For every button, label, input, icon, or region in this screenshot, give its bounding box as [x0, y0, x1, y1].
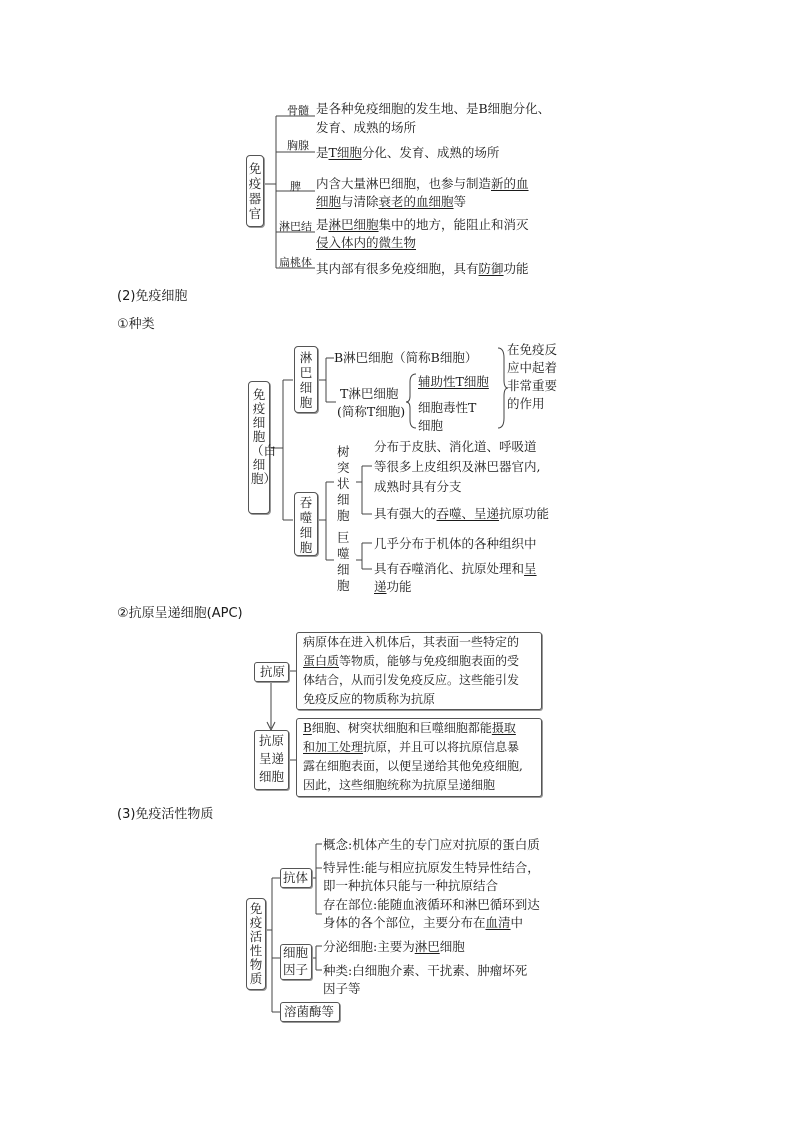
bone-marrow-desc-2: 发育、成熟的场所	[316, 120, 417, 135]
thymus-desc: 是T细胞分化、发育、成熟的场所	[316, 145, 500, 160]
cytokine-types-2: 因子等	[323, 981, 361, 996]
dendritic-function: 具有强大的吞噬、呈递抗原功能	[374, 506, 550, 521]
heading-active-substances: (3)免疫活性物质	[117, 807, 214, 822]
dendritic-dist-2: 等很多上皮组织及淋巴器官内,	[374, 459, 541, 474]
lysozyme-label: 溶菌酶等	[284, 1004, 335, 1019]
antibody-specificity-2: 即一种抗体只能与一种抗原结合	[323, 878, 499, 893]
antigen-desc: 病原体在进入机体后，其表面一些特定的 蛋白质等物质，能够与免疫细胞表面的受 体结合，从而引发免疫反应。这些能引发 免疫反应的物质称为抗原	[303, 635, 520, 706]
heading-apc: ②抗原呈递细胞(APC)	[117, 606, 243, 621]
macrophage-label: 巨噬细胞	[337, 530, 350, 593]
active-substances-label: 免疫活性物质	[249, 901, 263, 986]
antibody-box	[280, 868, 312, 888]
dendritic-dist-3: 成熟时具有分支	[374, 479, 462, 494]
cytokine-label: 细胞因子	[283, 945, 309, 977]
spleen-desc-1: 内含大量淋巴细胞，也参与制造新的血	[316, 176, 529, 191]
lymphocyte-label: 淋巴细胞	[299, 350, 313, 410]
cytokine-box	[280, 944, 312, 980]
t-cell-label-2: (简称T细胞)	[337, 404, 406, 419]
phagocyte-box	[294, 492, 318, 556]
immune-organs-box	[246, 155, 264, 227]
antibody-location-2: 身体的各个部位，主要分布在血清中	[323, 915, 524, 930]
cytokine-source: 分泌细胞:主要为淋巴细胞	[323, 939, 465, 954]
apc-desc: B细胞、树突状细胞和巨噬细胞都能摄取 和加工处理抗原，并且可以将抗原信息暴 露在细胞表面，以便呈递给其他免疫细胞, 因此，这些细胞统称为抗原呈递细胞	[303, 721, 523, 792]
organ-thymus: 胸腺	[287, 139, 309, 152]
lysozyme-box	[280, 1002, 340, 1022]
t-cell-label-1: T淋巴细胞	[340, 386, 399, 401]
cytokine-types-1: 种类:白细胞介素、干扰素、肿瘤坏死	[323, 963, 528, 978]
antibody-label: 抗体	[283, 870, 309, 885]
organ-spleen: 脾	[290, 180, 301, 193]
lymphocyte-box	[294, 346, 318, 413]
helper-t-cell-label: 辅助性T细胞	[418, 374, 489, 389]
organ-lymph-node: 淋巴结	[279, 220, 312, 233]
phagocyte-label: 吞噬细胞	[299, 495, 313, 555]
immune-cells-label: 免疫细胞（白细胞）	[251, 387, 277, 486]
heading-immune-cells: (2)免疫细胞	[117, 289, 188, 304]
organ-tonsil: 扁桃体	[279, 256, 312, 269]
tonsil-desc: 其内部有很多免疫细胞，具有防御功能	[316, 261, 529, 276]
organ-bone-marrow: 骨髓	[287, 104, 309, 117]
antibody-location-1: 存在部位:能随血液循环和淋巴循环到达	[323, 897, 540, 912]
lymphocyte-role: 在免疫反应中起着非常重要的作用	[507, 342, 558, 411]
macrophage-function-2: 递功能	[374, 579, 412, 594]
antibody-concept: 概念:机体产生的专门应对抗原的蛋白质	[323, 837, 540, 852]
active-substances-box	[246, 898, 266, 990]
macrophage-function-1: 具有吞噬消化、抗原处理和呈	[374, 561, 537, 576]
spleen-desc-2: 细胞与清除衰老的血细胞等	[316, 194, 467, 209]
apc-label-box	[254, 730, 289, 790]
antigen-box	[254, 662, 289, 682]
immune-organs-label: 免疫器官	[248, 161, 262, 221]
antigen-desc-box	[296, 632, 542, 710]
killer-t-cell-label-2: 细胞	[418, 418, 444, 433]
antibody-specificity-1: 特异性:能与相应抗原发生特异性结合，	[323, 860, 540, 875]
dendritic-cell-label: 树突状细胞	[337, 444, 350, 523]
apc-label: 抗原呈递细胞	[259, 733, 285, 784]
killer-t-cell-label-1: 细胞毒性T	[418, 400, 477, 415]
antigen-label: 抗原	[260, 664, 286, 679]
heading-kinds: ①种类	[117, 317, 155, 332]
apc-desc-box	[296, 718, 542, 797]
dendritic-dist-1: 分布于皮肤、消化道、呼吸道	[374, 439, 537, 454]
bone-marrow-desc-1: 是各种免疫细胞的发生地、是B细胞分化、	[316, 101, 551, 116]
immune-cells-box	[248, 381, 277, 514]
macrophage-dist: 几乎分布于机体的各种组织中	[374, 536, 537, 551]
lymph-node-desc-1: 是淋巴细胞集中的地方，能阻止和消灭	[316, 217, 529, 232]
lymph-node-desc-2: 侵入体内的微生物	[316, 235, 417, 250]
b-cell-label: B淋巴细胞（简称B细胞）	[334, 350, 478, 365]
